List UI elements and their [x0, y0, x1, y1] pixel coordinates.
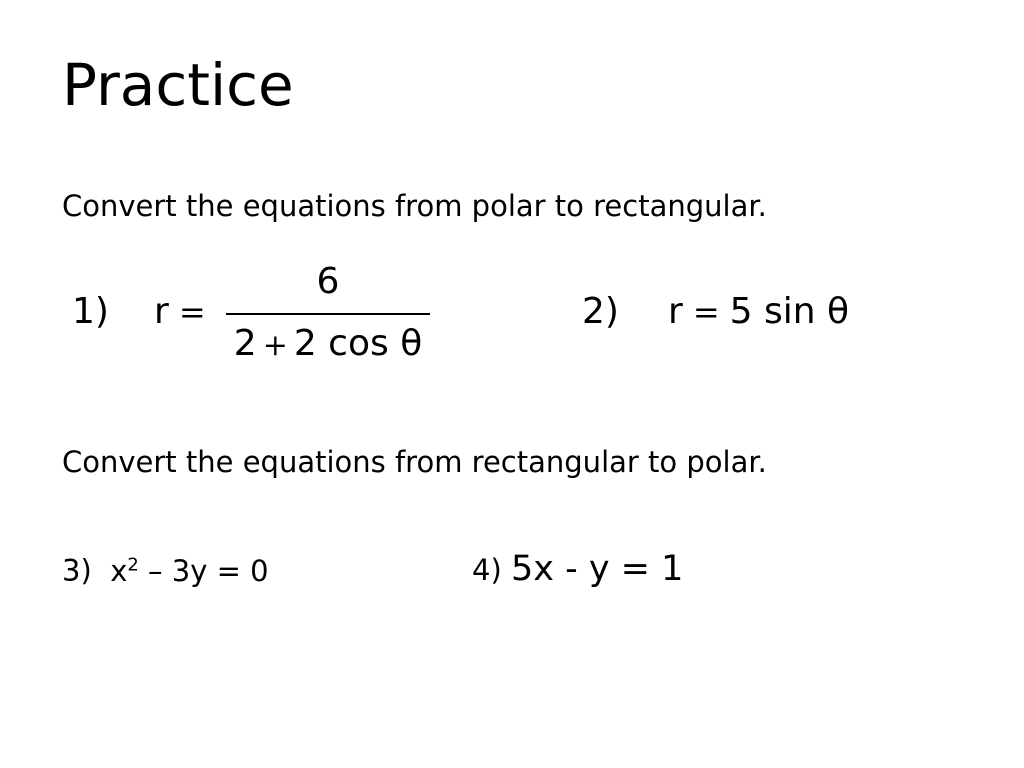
instruction-rectangular-to-polar: Convert the equations from rectangular to polar.	[62, 445, 767, 479]
problem-1-denominator-cos-term: 2 cos θ	[293, 323, 423, 364]
problem-4-number: 4)	[472, 553, 502, 587]
problem-4-equation: 5x - y = 1	[510, 549, 684, 589]
problem-2-equals: =	[692, 293, 720, 331]
problem-1-fraction	[226, 261, 430, 374]
problem-1-lhs	[154, 291, 216, 332]
problem-1-denominator-plus: +	[262, 328, 288, 363]
problem-4	[472, 549, 684, 589]
problem-1-equals: =	[178, 293, 206, 331]
problem-1-denominator-constant: 2	[233, 323, 257, 364]
instruction-polar-to-rectangular: Convert the equations from polar to rectangular.	[62, 189, 767, 223]
problem-2-variable: r	[668, 291, 683, 332]
problem-1-numerator: 6	[316, 261, 340, 302]
problem-1-variable: r	[154, 291, 169, 332]
problem-1-fraction-bar	[226, 313, 430, 315]
problem-3	[62, 553, 269, 588]
problem-1-denominator	[226, 323, 430, 364]
problem-2-number: 2)	[582, 291, 619, 332]
slide-title: Practice	[62, 51, 294, 119]
problem-2-rhs: 5 sin θ	[729, 291, 850, 332]
problem-3-number: 3)	[62, 553, 92, 588]
problem-3-equation	[110, 554, 268, 588]
problem-1-number: 1)	[72, 291, 109, 332]
problem-3-base: x	[110, 553, 128, 588]
problem-3-exponent: 2	[127, 554, 139, 575]
problem-2-equation	[668, 291, 850, 332]
problem-3-rest: – 3y = 0	[138, 553, 269, 588]
